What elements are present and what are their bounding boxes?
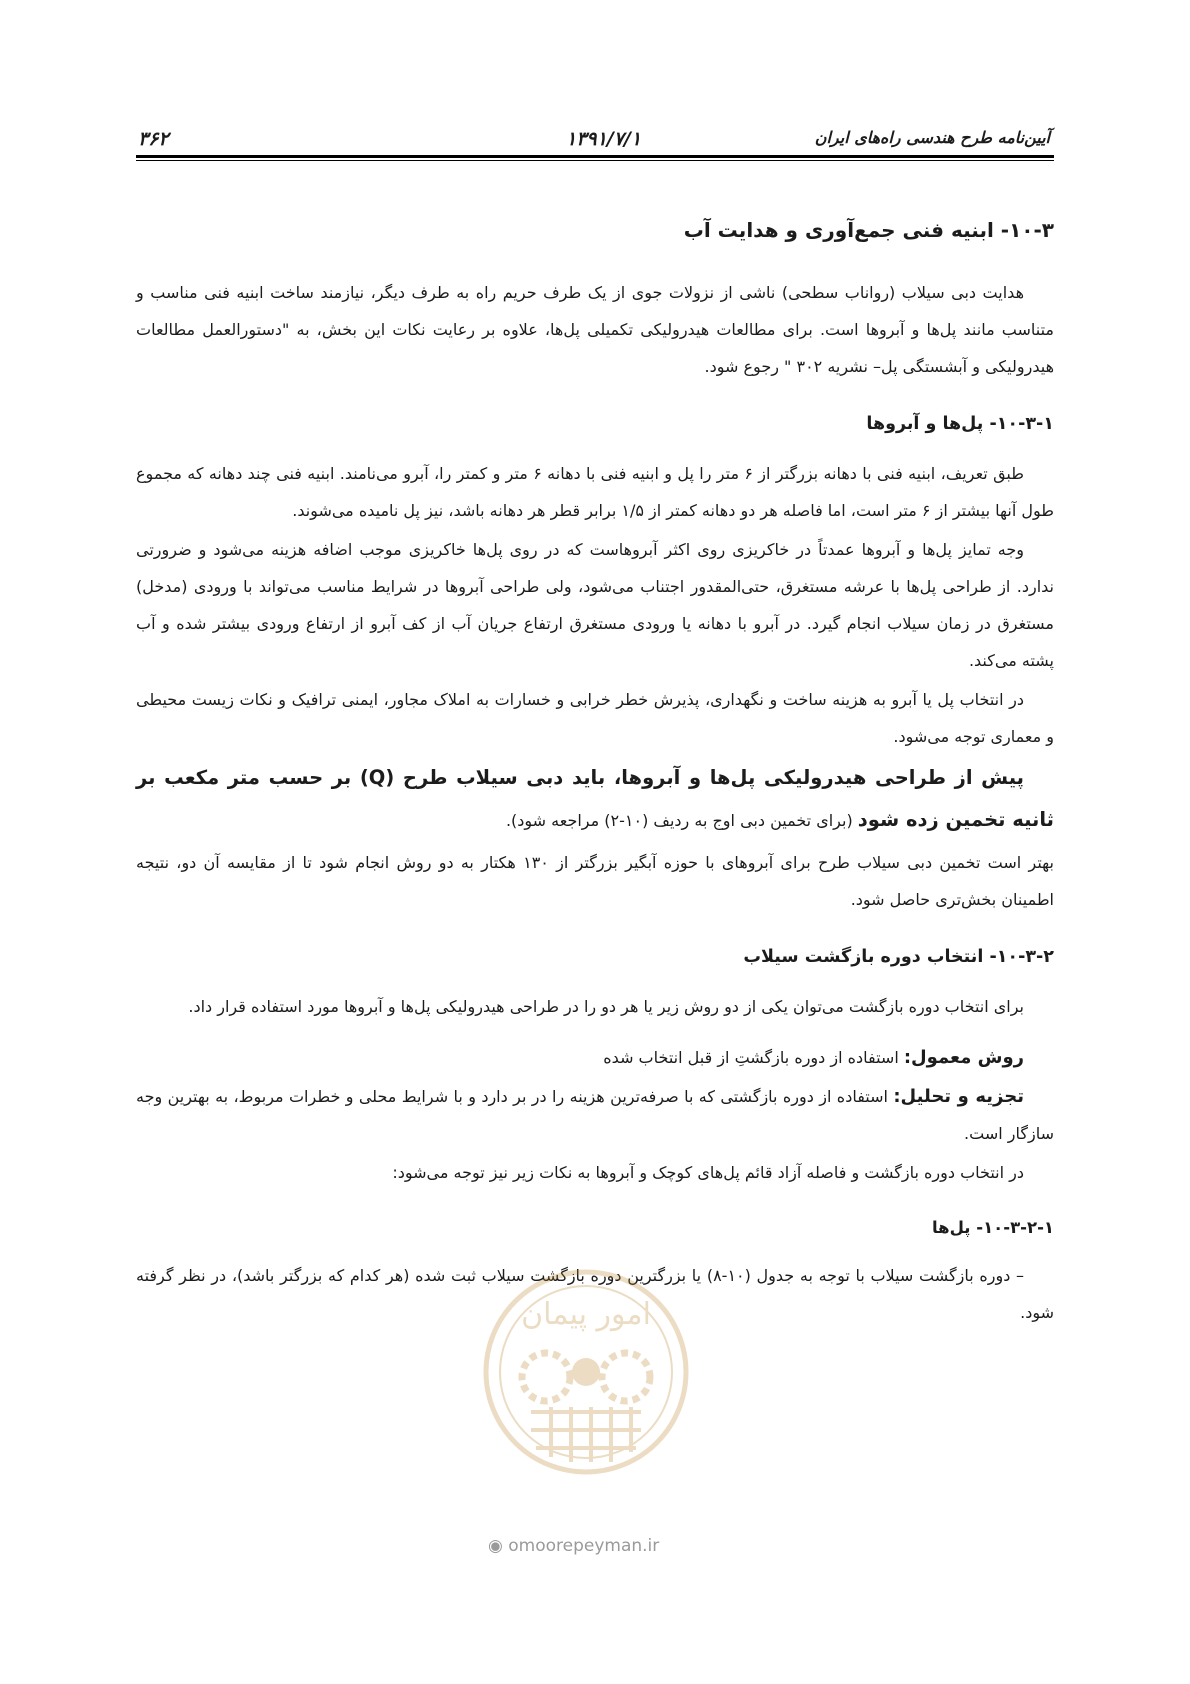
header-rule-thick — [136, 155, 1054, 158]
design-discharge-paragraph — [136, 757, 1054, 842]
header-rule-thin — [136, 160, 1054, 161]
watermark-logo-text: امور پیمان — [521, 1297, 651, 1332]
method-analysis — [136, 1078, 1054, 1152]
subsection-heading-bridges-culverts: ۱۰-۳-۱- پل‌ها و آبروها — [866, 414, 1054, 434]
subsection-heading-return-period: ۱۰-۳-۲- انتخاب دوره بازگشت سیلاب — [743, 947, 1054, 967]
selection-paragraph: در انتخاب پل یا آبرو به هزینه ساخت و نگهداری، پذیرش خطر خرابی و خسارات به املاک مجاور، ایمنی ترافیک و نکات زیست محیطی و معماری توجه می‌شود. — [136, 690, 1054, 746]
clearance-note-paragraph: در انتخاب دوره بازگشت و فاصله آزاد قائم پل‌های کوچک و آبروها به نکات زیر نیز توجه می‌شود: — [392, 1163, 1024, 1182]
subsection-heading-bridges: ۱۰-۳-۲-۱- پل‌ها — [931, 1218, 1054, 1237]
method-analysis-text: استفاده از دوره بازگشتی که با صرفه‌ترین هزینه را در بر دارد و با شرایط محلی و خطرات مربوط، به بهترین وجه سازگار است. — [136, 1087, 1054, 1143]
method-conventional-text: استفاده از دوره بازگشتِ از قبل انتخاب شده — [603, 1048, 904, 1067]
distinction-paragraph: وجه تمایز پل‌ها و آبروها عمدتاً در خاکریزی روی اکثر آبروهاست که در روی پل‌ها خاکریزی موجب اضافه هزینه می‌شود و ضرورتی ندارد. از طراحی پل‌ها با عرشه مستغرق، حتی‌المقدور اجتناب می‌شود، ولی طراحی آبروها در شرایط مناسب می‌تواند با ورودی (مدخل) مستغرق در زمان سیلاب انجام گیرد. در آبرو با دهانه یا ورودی مستغرق ارتفاع جریان آب از کف آبرو از ارتفاع ورودی بیشتر شده و آب پشته می‌کند. — [136, 540, 1054, 670]
section-intro-paragraph: هدایت دبی سیلاب (رواناب سطحی) ناشی از نزولات جوی از یک طرف حریم راه به طرف دیگر، نیازمند ساخت ابنیه فنی مناسب و متناسب مانند پل‌ها و آبروها است. برای مطالعات هیدرولیکی تکمیلی پل‌ها، علاوه بر رعایت نکات این بخش، به "دستورالعمل مطالعات هیدرولیکی و آبشستگی پل– نشریه ۳۰۲ " رجوع شود. — [136, 283, 1054, 376]
definition-paragraph: طبق تعریف، ابنیه فنی با دهانه بزرگتر از ۶ متر را پل و ابنیه فنی با دهانه ۶ متر و کمتر را، آبرو می‌نامند. ابنیه فنی چند دهانه که مجموع طول آنها بیشتر از ۶ متر است، اما فاصله هر دو دهانه کمتر از ۱/۵ برابر قطر هر دهانه باشد، نیز پل نامیده می‌شوند. — [136, 464, 1054, 520]
method-analysis-term: تجزیه و تحلیل: — [893, 1086, 1024, 1107]
section-heading: ۱۰-۳- ابنیه فنی جمع‌آوری و هدایت آب — [683, 218, 1054, 242]
watermark-site-url: ◉ omoorepeyman.ir — [488, 1536, 660, 1556]
page-number: ۳۶۲ — [138, 128, 169, 150]
return-period-intro-paragraph: برای انتخاب دوره بازگشت می‌توان یکی از دو روش زیر یا هر دو را در طراحی هیدرولیکی پل‌ها و آبروها مورد استفاده قرار داد. — [188, 997, 1024, 1016]
design-discharge-reference: (برای تخمین دبی اوج به ردیف (۱۰-۲) مراجعه شود). — [505, 811, 858, 830]
estimation-paragraph: بهتر است تخمین دبی سیلاب طرح برای آبروهای با حوزه آبگیر بزرگتر از ۱۳۰ هکتار به دو روش انجام شود تا از مقایسه آن دو، نتیجه اطمینان بخش‌تری حاصل شود. — [136, 853, 1054, 909]
method-conventional — [136, 1039, 1054, 1076]
bridge-return-period-paragraph: – دوره بازگشت سیلاب با توجه به جدول (۱۰-۸) یا بزرگترین دوره بازگشت سیلاب ثبت شده (هر کدام که بزرگتر باشد)، در نظر گرفته شود. — [136, 1266, 1054, 1322]
document-body — [136, 212, 1054, 1333]
header-book-title: آیین‌نامه طرح هندسی راه‌های ایران — [814, 128, 1050, 147]
design-discharge-bold-text: پیش از طراحی هیدرولیکی پل‌ها و آبروها، باید دبی سیلاب طرح (Q) بر حسب متر مکعب بر ثانیه تخمین زده شود — [136, 766, 1054, 831]
header-date: ۱۳۹۱/۷/۱ — [566, 128, 642, 150]
method-conventional-term: روش معمول: — [903, 1047, 1024, 1068]
